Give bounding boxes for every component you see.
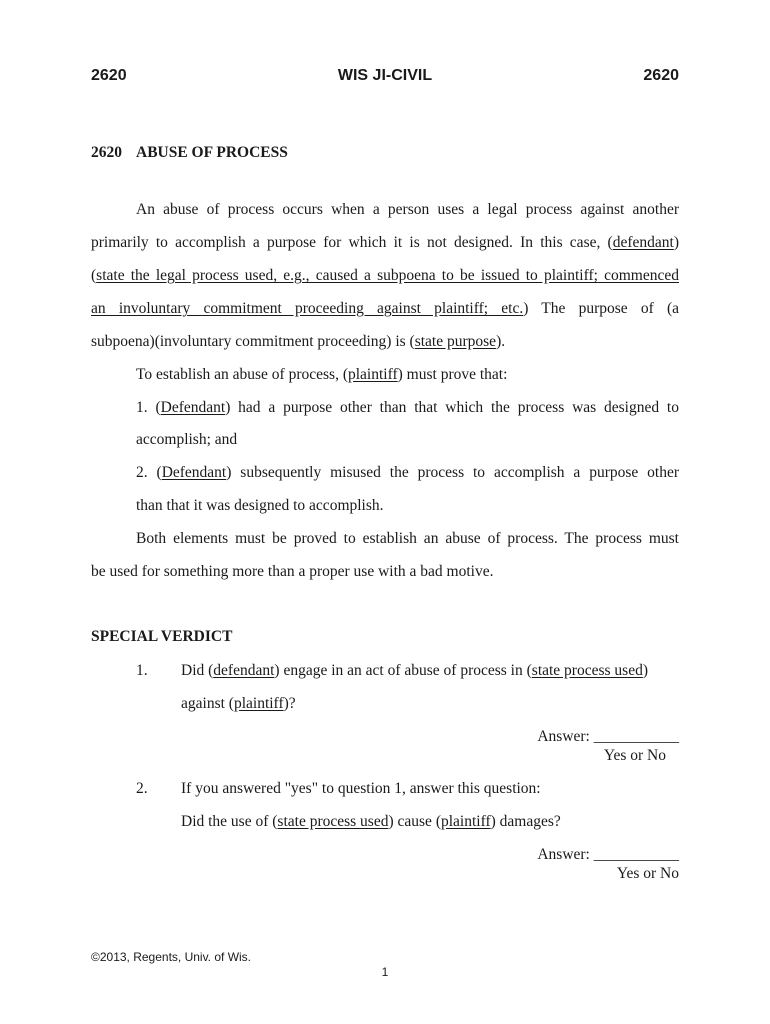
placeholder-state-process-used: state process used <box>531 662 643 679</box>
answer-line-2[interactable]: Answer: ___________ <box>537 846 679 863</box>
paragraph-1-line-2: primarily to accomplish a purpose for which it is not designed. In this case, (defendant) <box>91 234 679 251</box>
answer-line-1[interactable]: Answer: ___________ <box>537 728 679 745</box>
paragraph-2: To establish an abuse of process, (plaintiff) must prove that: <box>136 366 508 383</box>
question-2-line-1: If you answered "yes" to question 1, answer this question: <box>181 780 541 797</box>
placeholder-plaintiff: plaintiff <box>347 366 398 383</box>
yes-or-no-label-1: Yes or No <box>603 747 666 764</box>
section-title <box>91 144 288 162</box>
paragraph-3-line-1: Both elements must be proved to establish an abuse of process. The process must <box>136 530 679 547</box>
placeholder-plaintiff: plaintiff <box>440 813 491 830</box>
question-2-line-2: Did the use of (state process used) cause (plaintiff) damages? <box>181 813 561 830</box>
placeholder-plaintiff: plaintiff <box>233 695 284 712</box>
placeholder-defendant: defendant <box>612 234 674 251</box>
paragraph-1-line-3: (state the legal process used, e.g., caused a subpoena to be issued to plaintiff; commenced <box>91 267 679 284</box>
header-right-number: 2620 <box>643 67 679 84</box>
placeholder-defendant: defendant <box>213 662 275 679</box>
placeholder-legal-process: state the legal process used, e.g., caused a subpoena to be issued to plaintiff; commenced <box>96 267 679 284</box>
question-1-number: 1. <box>136 662 148 679</box>
placeholder-legal-process-cont: an involuntary commitment proceeding against plaintiff; etc. <box>91 300 524 317</box>
section-number: 2620 <box>91 144 122 161</box>
element-2-line-1: 2. (Defendant) subsequently misused the process to accomplish a purpose other <box>136 464 679 481</box>
element-1-line-2: accomplish; and <box>136 431 238 448</box>
header-left-number: 2620 <box>91 67 127 84</box>
yes-or-no-label-2: Yes or No <box>616 865 679 882</box>
paragraph-1-line-5: subpoena)(involuntary commitment proceeding) is (state purpose). <box>91 333 506 350</box>
header-title: WIS JI-CIVIL <box>337 67 433 84</box>
paragraph-3-line-2: be used for something more than a proper use with a bad motive. <box>91 563 494 580</box>
paragraph-1-line-4: an involuntary commitment proceeding against plaintiff; etc.) The purpose of (a <box>91 300 679 317</box>
paragraph-1-line-1: An abuse of process occurs when a person uses a legal process against another <box>136 201 679 218</box>
page-number: 1 <box>381 965 389 979</box>
element-1-line-1: 1. (Defendant) had a purpose other than that which the process was designed to <box>136 399 679 416</box>
question-1-line-2: against (plaintiff)? <box>181 695 296 712</box>
copyright-footer: ©2013, Regents, Univ. of Wis. <box>91 950 252 964</box>
question-2-number: 2. <box>136 780 148 797</box>
placeholder-defendant: Defendant <box>161 464 227 481</box>
section-title-text: ABUSE OF PROCESS <box>136 144 288 161</box>
element-2-line-2: than that it was designed to accomplish. <box>136 497 384 514</box>
placeholder-state-purpose: state purpose <box>414 333 497 350</box>
placeholder-state-process-used: state process used <box>277 813 389 830</box>
question-1-line-1: Did (defendant) engage in an act of abuse of process in (state process used) <box>181 662 649 679</box>
placeholder-defendant: Defendant <box>160 399 226 416</box>
special-verdict-heading: SPECIAL VERDICT <box>91 628 233 645</box>
